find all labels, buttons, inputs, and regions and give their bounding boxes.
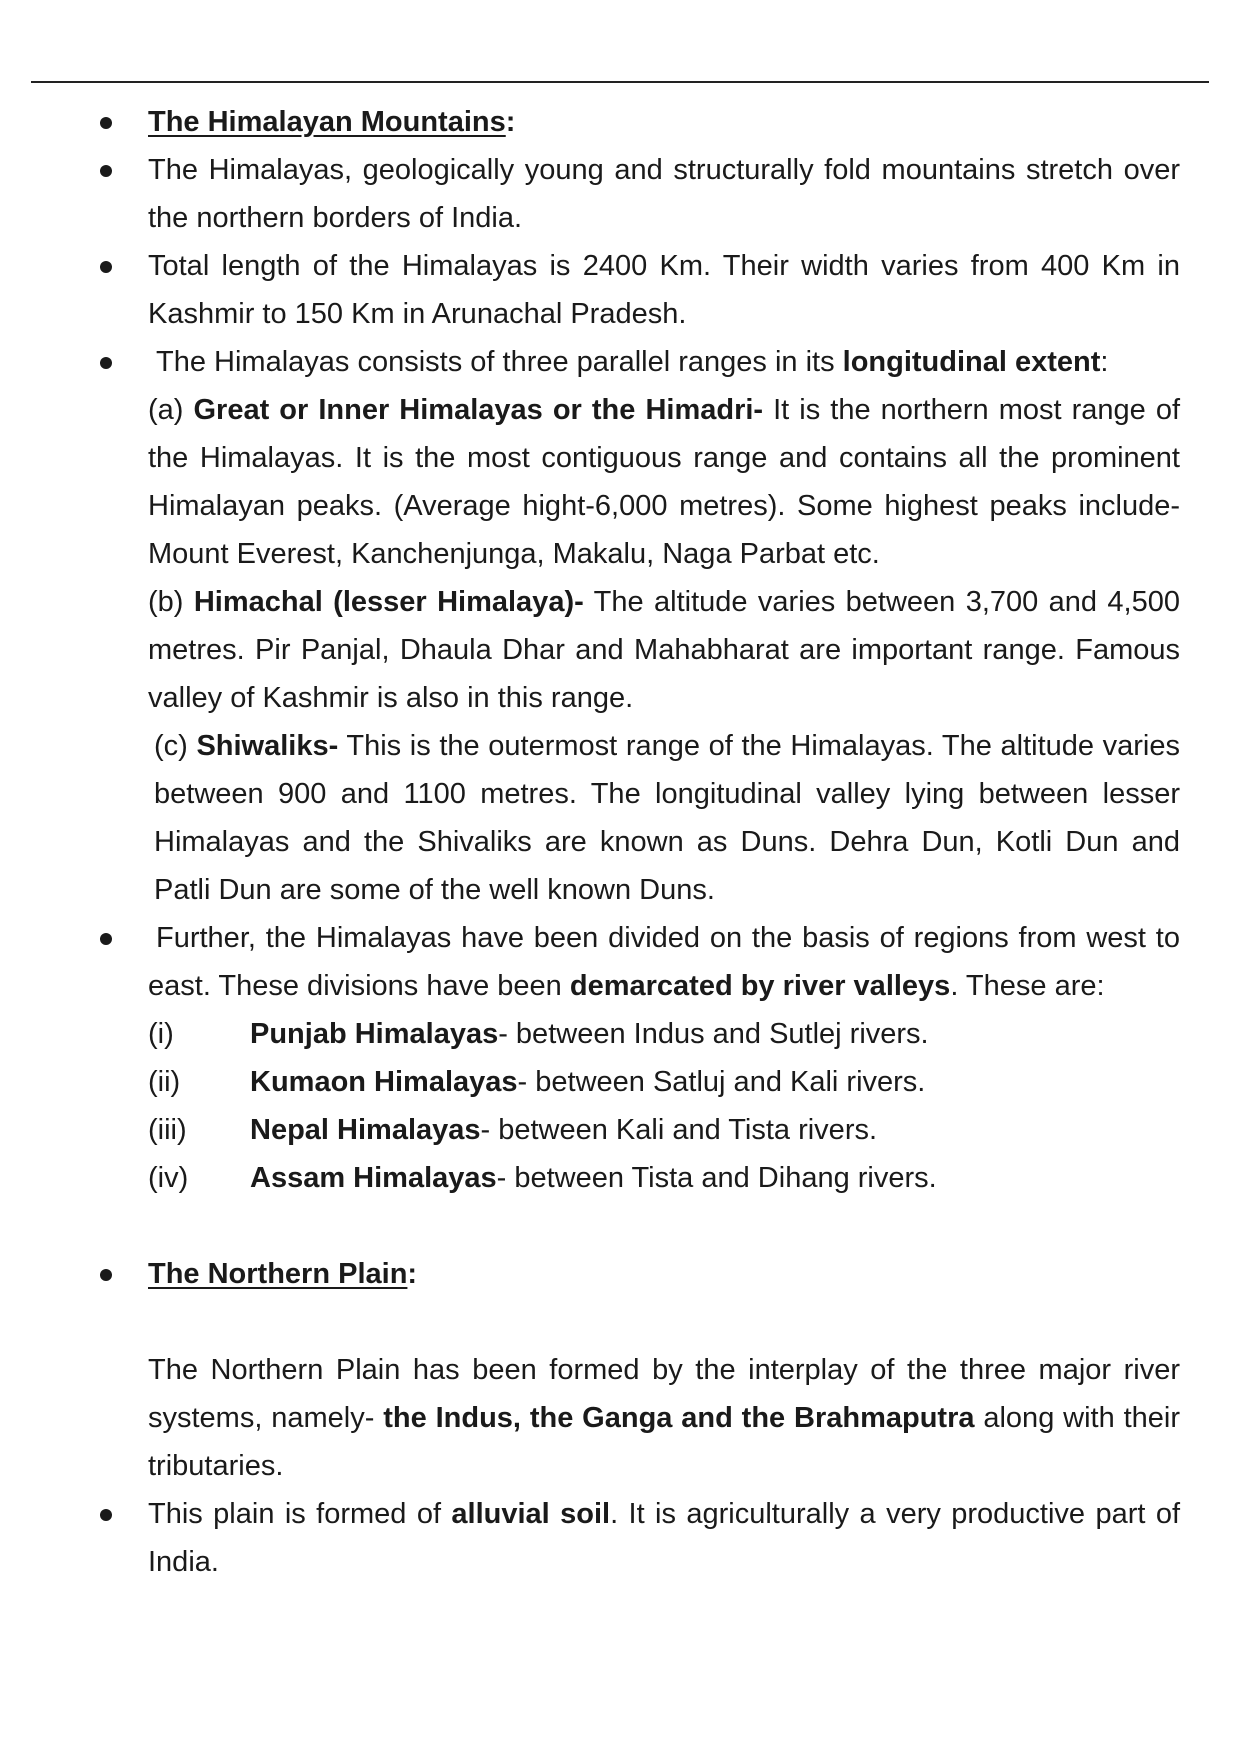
range-himachal bbox=[148, 578, 1180, 722]
list-item bbox=[148, 1058, 1180, 1106]
divisions-intro bbox=[148, 914, 1180, 1010]
list-item-name: Assam Himalayas bbox=[250, 1162, 497, 1194]
plain-soil-text: This plain is formed of bbox=[148, 1498, 452, 1530]
range-name: Himachal (lesser Himalaya)- bbox=[193, 586, 584, 618]
ranges-intro-end: : bbox=[1100, 346, 1109, 378]
plain-formation-text: The Northern Plain has been formed by the interplay of the three major river systems, namely- bbox=[148, 1354, 1180, 1434]
range-name: Shiwaliks- bbox=[196, 730, 339, 762]
list-item bbox=[148, 1106, 1180, 1154]
bullet-icon bbox=[100, 933, 112, 945]
range-text: This is the outermost range of the Himalayas. The altitude varies between 900 and 1100 metres. The longitudinal valley lying between lesser Himalayas and the Shivaliks are known as Duns. Dehra Dun, Kotli Dun and Patli Dun are some of the well known Duns. bbox=[154, 730, 1180, 906]
bullet-icon bbox=[100, 357, 112, 369]
bullet-icon bbox=[100, 261, 112, 273]
divisions-list bbox=[148, 1010, 1180, 1202]
ranges-intro-text: The Himalayas consists of three parallel ranges in its bbox=[156, 346, 843, 378]
document-body bbox=[100, 98, 1180, 1586]
range-prefix: (c) bbox=[154, 730, 197, 762]
range-text: The altitude varies between 3,700 and 4,500 metres. Pir Panjal, Dhaula Dhar and Mahabharat are important range. Famous valley of Kashmir is also in this range. bbox=[148, 586, 1181, 714]
bullet-icon bbox=[100, 1509, 112, 1521]
spacer bbox=[100, 1202, 1180, 1250]
header-rule bbox=[31, 81, 1209, 83]
section-heading-plain: The Northern Plain bbox=[148, 1258, 408, 1290]
heading-colon: : bbox=[505, 106, 516, 138]
ranges-intro bbox=[148, 338, 1180, 386]
divisions-intro-text: Further, the Himalayas have been divided on the basis of regions from west to east. These divisions have been bbox=[148, 922, 1180, 1002]
plain-soil-bold: alluvial soil bbox=[451, 1498, 611, 1530]
list-item-number: (iv) bbox=[148, 1162, 189, 1194]
ranges-intro-bold: longitudinal extent bbox=[842, 346, 1101, 378]
range-name: Great or Inner Himalayas or the Himadri- bbox=[193, 394, 764, 426]
heading-colon: : bbox=[407, 1258, 418, 1290]
spacer bbox=[100, 1298, 1180, 1346]
list-item-name: Punjab Himalayas bbox=[250, 1018, 499, 1050]
bullet-icon bbox=[100, 1269, 112, 1281]
himalayas-intro-text: The Himalayas, geologically young and structurally fold mountains stretch over the northern borders of India. bbox=[148, 154, 1180, 234]
list-item-name: Nepal Himalayas bbox=[250, 1114, 481, 1146]
range-prefix: (a) bbox=[148, 394, 194, 426]
list-item bbox=[148, 1010, 1180, 1058]
plain-formation-end: along with their tributaries. bbox=[148, 1402, 1180, 1482]
bullet-icon bbox=[100, 165, 112, 177]
plain-formation-bold: the Indus, the Ganga and the Brahmaputra bbox=[383, 1402, 975, 1434]
list-item-number: (iii) bbox=[148, 1114, 187, 1146]
himalayas-divisions-item bbox=[100, 914, 1180, 1202]
list-item bbox=[148, 1154, 1180, 1202]
himalayas-length-item bbox=[100, 242, 1180, 338]
divisions-intro-bold: demarcated by river valleys bbox=[569, 970, 951, 1002]
himalayas-length-text: Total length of the Himalayas is 2400 Km. Their width varies from 400 Km in Kashmir to 150 Km in Arunachal Pradesh. bbox=[148, 250, 1180, 330]
list-item-text: - between Tista and Dihang rivers. bbox=[496, 1162, 937, 1194]
range-text: It is the northern most range of the Himalayas. It is the most contiguous range and contains all the prominent Himalayan peaks. (Average hight-6,000 metres). Some highest peaks include- Mount Everest, Kanchenjunga, Makalu, Naga Parbat etc. bbox=[148, 394, 1181, 570]
plain-formation-item bbox=[100, 1346, 1180, 1490]
himalayas-ranges-item bbox=[100, 338, 1180, 914]
plain-soil-item bbox=[100, 1490, 1180, 1586]
range-shiwaliks bbox=[148, 722, 1180, 914]
list-item-name: Kumaon Himalayas bbox=[250, 1066, 518, 1098]
list-item-text: - between Kali and Tista rivers. bbox=[480, 1114, 878, 1146]
plain-soil-end: . It is agriculturally a very productive part of India. bbox=[148, 1498, 1180, 1578]
northern-plain-heading-item bbox=[100, 1250, 1180, 1298]
himalayan-heading-item bbox=[100, 98, 1180, 146]
range-prefix: (b) bbox=[148, 586, 194, 618]
list-item-number: (ii) bbox=[148, 1066, 181, 1098]
list-item-text: - between Satluj and Kali rivers. bbox=[517, 1066, 926, 1098]
section-heading-himalayas: The Himalayan Mountains bbox=[148, 106, 506, 138]
list-item-text: - between Indus and Sutlej rivers. bbox=[498, 1018, 929, 1050]
bullet-icon bbox=[100, 117, 112, 129]
himalayas-intro-item bbox=[100, 146, 1180, 242]
divisions-intro-end: . These are: bbox=[950, 970, 1105, 1002]
list-item-number: (i) bbox=[148, 1018, 174, 1050]
range-great-himalayas bbox=[148, 386, 1180, 578]
